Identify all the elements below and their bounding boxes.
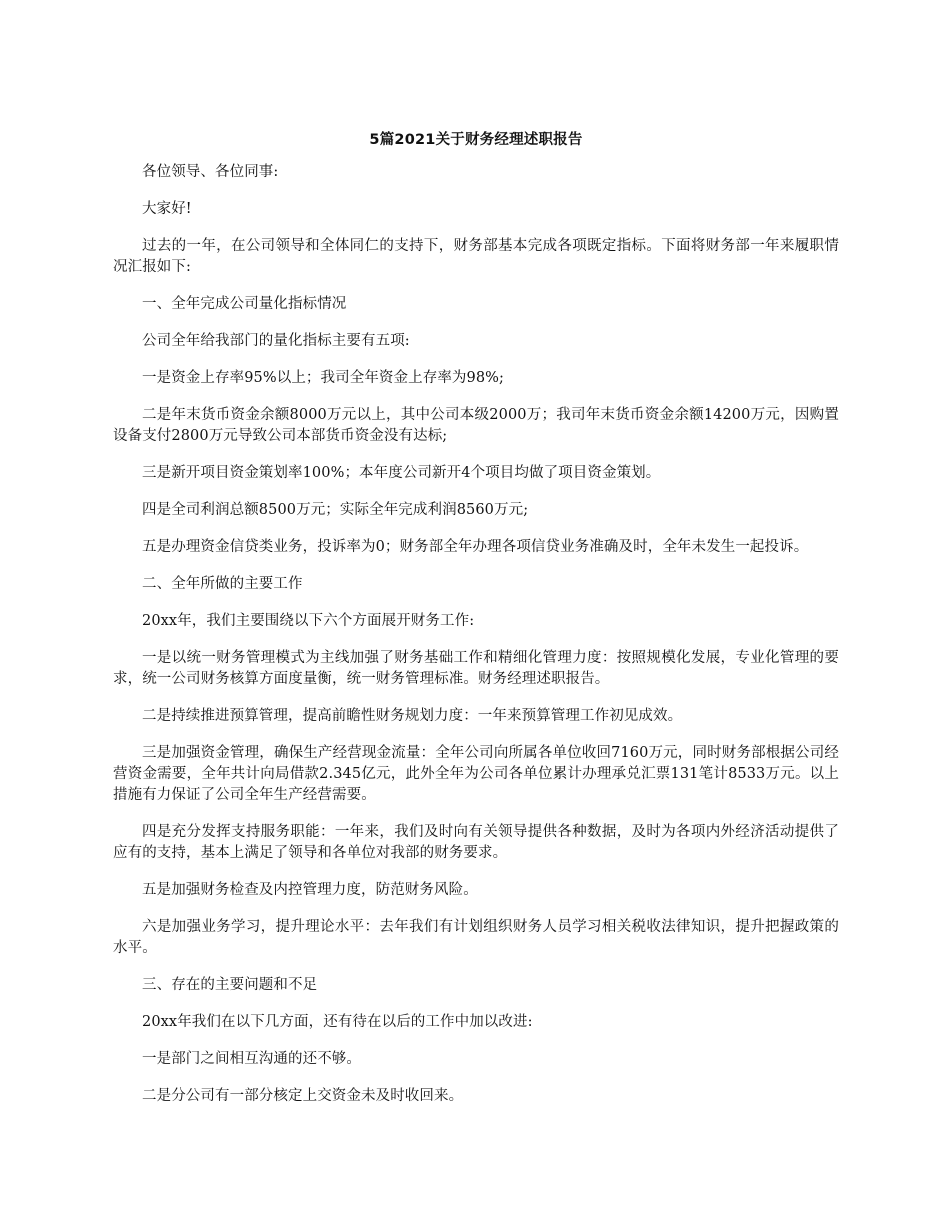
paragraph: 六是加强业务学习，提升理论水平：去年我们有计划组织财务人员学习相关税收法律知识，提升把握政策的水平。 — [113, 919, 839, 956]
paragraph: 四是充分发挥支持服务职能：一年来，我们及时向有关领导提供各种数据，及时为各项内外经济活动提供了应有的支持，基本上满足了领导和各单位对我部的财务要求。 — [113, 824, 839, 861]
salutation: 大家好! — [142, 201, 192, 217]
document-title: 5篇2021关于财务经理述职报告 — [369, 132, 583, 148]
document-page — [113, 128, 839, 1123]
paragraph: 20xx年我们在以下几方面，还有待在以后的工作中加以改进: — [142, 1014, 533, 1030]
paragraph: 一是部门之间相互沟通的还不够。 — [142, 1051, 361, 1067]
paragraph: 二是年末货币资金余额8000万元以上，其中公司本级2000万；我司年末货币资金余额14200万元，因购置设备支付2800万元导致公司本部货币资金没有达标; — [113, 407, 839, 444]
paragraph: 一是资金上存率95%以上；我司全年资金上存率为98%; — [142, 370, 505, 386]
section-heading-1: 一、全年完成公司量化指标情况 — [142, 296, 347, 312]
greeting: 各位领导、各位同事: — [142, 164, 279, 180]
section-heading-3: 三、存在的主要问题和不足 — [142, 977, 318, 993]
intro-paragraph: 过去的一年，在公司领导和全体同仁的支持下，财务部基本完成各项既定指标。下面将财务部一年来履职情况汇报如下: — [113, 238, 839, 275]
paragraph: 一是以统一财务管理模式为主线加强了财务基础工作和精细化管理力度：按照规模化发展，专业化管理的要求，统一公司财务核算方面度量衡，统一财务管理标准。财务经理述职报告。 — [113, 650, 839, 687]
paragraph: 四是全司利润总额8500万元；实际全年完成利润8560万元; — [142, 502, 529, 518]
paragraph: 五是办理资金信贷类业务，投诉率为0；财务部全年办理各项信贷业务准确及时，全年未发生一起投诉。 — [142, 539, 809, 555]
paragraph: 二是持续推进预算管理，提高前瞻性财务规划力度：一年来预算管理工作初见成效。 — [142, 708, 683, 724]
paragraph: 20xx年，我们主要围绕以下六个方面展开财务工作: — [142, 613, 475, 629]
paragraph: 公司全年给我部门的量化指标主要有五项: — [142, 333, 410, 349]
paragraph: 二是分公司有一部分核定上交资金未及时收回来。 — [142, 1088, 464, 1104]
paragraph: 三是新开项目资金策划率100%；本年度公司新开4个项目均做了项目资金策划。 — [142, 465, 661, 481]
paragraph: 三是加强资金管理，确保生产经营现金流量：全年公司向所属各单位收回7160万元，同时财务部根据公司经营资金需要，全年共计向局借款2.345亿元，此外全年为公司各单位累计办理承兑汇票131笔计8533万元。以上措施有力保证了公司全年生产经营需要。 — [113, 745, 839, 803]
section-heading-2: 二、全年所做的主要工作 — [142, 576, 303, 592]
paragraph: 五是加强财务检查及内控管理力度，防范财务风险。 — [142, 882, 478, 898]
